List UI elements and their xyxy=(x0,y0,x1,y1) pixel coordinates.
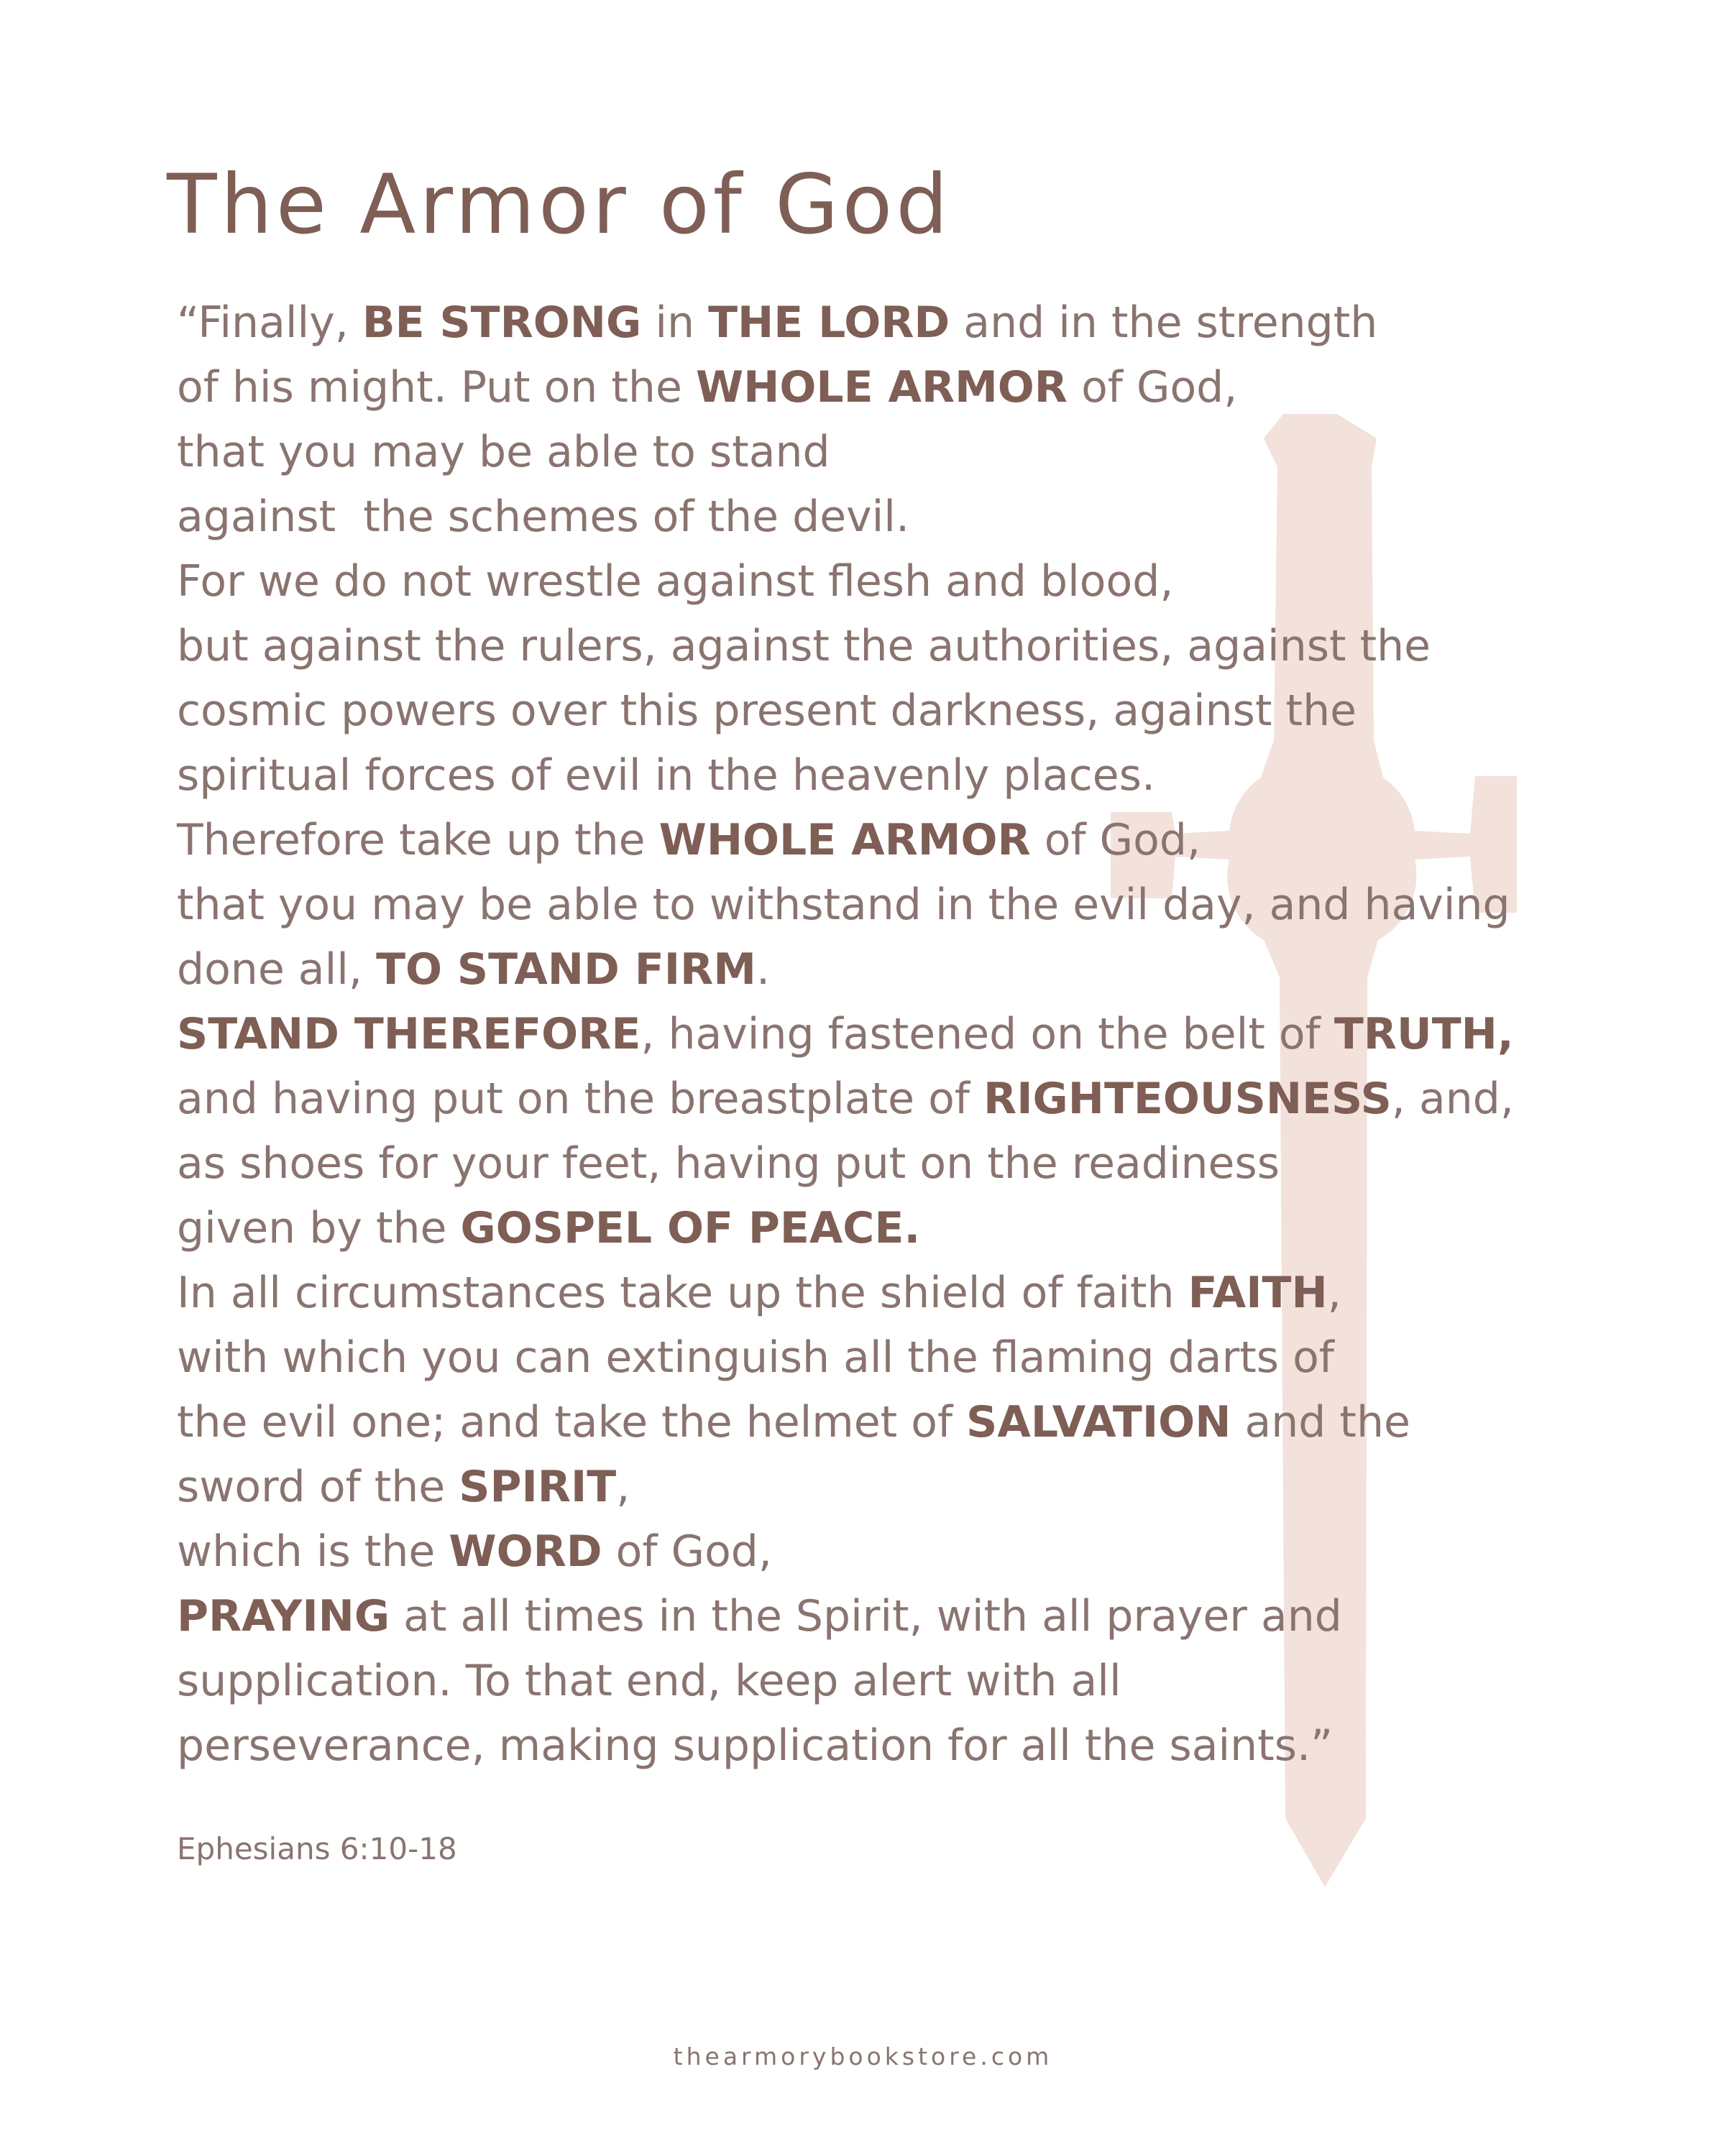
verse-text: , having fastened on the belt of xyxy=(641,1009,1334,1059)
verse-text: of God, xyxy=(1068,362,1238,413)
verse-text: of his might. Put on the xyxy=(177,362,696,413)
verse-line xyxy=(177,1067,1643,1131)
verse-line xyxy=(177,484,1643,549)
emphasis-text: WHOLE ARMOR xyxy=(658,815,1031,865)
verse-text: but against the rulers, against the authorities, against the xyxy=(177,621,1431,671)
verse-text: spiritual forces of evil in the heavenly places. xyxy=(177,750,1156,801)
verse-line xyxy=(177,1261,1643,1325)
verse-text: cosmic powers over this present darkness, against the xyxy=(177,686,1357,736)
verse-line xyxy=(177,808,1643,872)
emphasis-text: WHOLE ARMOR xyxy=(695,362,1068,413)
verse-text: and the xyxy=(1231,1397,1410,1447)
emphasis-text: GOSPEL OF PEACE. xyxy=(460,1203,921,1253)
emphasis-text: SPIRIT xyxy=(459,1462,617,1512)
verse-text: done all, xyxy=(177,944,377,995)
verse-text: In all circumstances take up the shield of faith xyxy=(177,1268,1188,1318)
emphasis-text: BE STRONG xyxy=(362,298,642,348)
emphasis-text: WORD xyxy=(449,1526,602,1577)
emphasis-text: PRAYING xyxy=(177,1591,390,1641)
verse-text: perseverance, making supplication for all the saints.” xyxy=(177,1720,1333,1771)
verse-text: sword of the xyxy=(177,1462,459,1512)
verse-text: Therefore take up the xyxy=(177,815,659,865)
verse-text: with which you can extinguish all the flaming darts of xyxy=(177,1332,1334,1383)
verse-line xyxy=(177,1584,1643,1649)
verse-line xyxy=(177,355,1643,420)
verse-text: , and, xyxy=(1391,1074,1514,1124)
verse-text: of God, xyxy=(602,1526,772,1577)
verse-text: in xyxy=(641,298,709,348)
emphasis-text: RIGHTEOUSNESS xyxy=(983,1074,1392,1124)
verse-line xyxy=(177,1196,1643,1261)
verse-text: given by the xyxy=(177,1203,461,1253)
verse-text: against the schemes of the devil. xyxy=(177,492,910,542)
verse-text: the evil one; and take the helmet of xyxy=(177,1397,967,1447)
verse-line xyxy=(177,549,1643,614)
verse-line xyxy=(177,1131,1643,1196)
verse-line xyxy=(177,1713,1643,1778)
verse-text: and having put on the breastplate of xyxy=(177,1074,984,1124)
verse-text: and in the strength xyxy=(950,298,1378,348)
verse-line xyxy=(177,1390,1643,1455)
verse-text: “Finally, xyxy=(177,298,362,348)
verse-text: supplication. To that end, keep alert with all xyxy=(177,1656,1121,1706)
verse-text: at all times in the Spirit, with all prayer and xyxy=(390,1591,1342,1641)
verse-line xyxy=(177,614,1643,678)
scripture-passage xyxy=(177,290,1643,1778)
emphasis-text: FAITH xyxy=(1188,1268,1328,1318)
verse-text: which is the xyxy=(177,1526,449,1577)
verse-text: . xyxy=(756,944,771,995)
verse-line xyxy=(177,1519,1643,1584)
verse-line xyxy=(177,937,1643,1002)
verse-text: as shoes for your feet, having put on the readiness xyxy=(177,1138,1280,1189)
emphasis-text: THE LORD xyxy=(708,298,950,348)
verse-text: that you may be able to withstand in the evil day, and having xyxy=(177,880,1510,930)
emphasis-text: SALVATION xyxy=(966,1397,1231,1447)
verse-text: that you may be able to stand xyxy=(177,427,830,477)
verse-line xyxy=(177,872,1643,937)
verse-line xyxy=(177,1002,1643,1067)
verse-text: For we do not wrestle against flesh and blood, xyxy=(177,556,1174,607)
verse-line xyxy=(177,290,1643,355)
page-title: The Armor of God xyxy=(167,157,952,252)
verse-line xyxy=(177,1649,1643,1713)
verse-text: , xyxy=(1327,1268,1341,1318)
emphasis-text: TO STAND FIRM xyxy=(376,944,756,995)
emphasis-text: TRUTH, xyxy=(1333,1009,1514,1059)
verse-text: , xyxy=(616,1462,630,1512)
footer-website: thearmorybookstore.com xyxy=(673,2042,1053,2070)
verse-line xyxy=(177,743,1643,808)
verse-line xyxy=(177,420,1643,484)
verse-line xyxy=(177,678,1643,743)
scripture-citation: Ephesians 6:10-18 xyxy=(177,1831,457,1866)
emphasis-text: STAND THEREFORE xyxy=(177,1009,641,1059)
verse-line xyxy=(177,1325,1643,1390)
verse-line xyxy=(177,1455,1643,1519)
verse-text: of God, xyxy=(1030,815,1201,865)
